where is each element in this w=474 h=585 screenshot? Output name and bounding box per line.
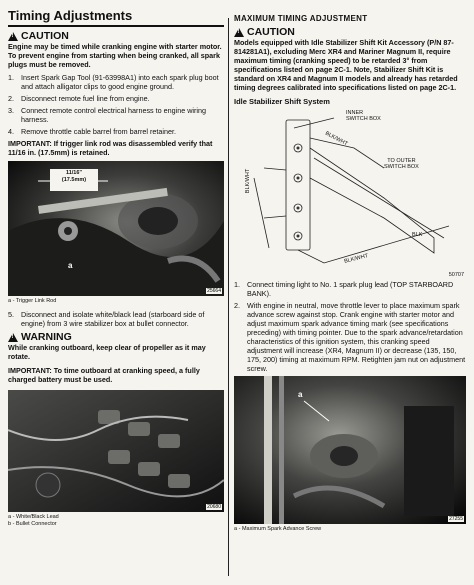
warning-triangle-icon [8, 333, 18, 342]
callout-label: a [68, 261, 73, 270]
figure-caption: a - Trigger Link Rod [8, 298, 57, 304]
diagram-heading: Idle Stabilizer Shift System [234, 97, 330, 106]
warning-triangle-icon [8, 32, 18, 41]
outer-switch-box-label: TO OUTER SWITCH BOX [384, 158, 419, 170]
figure-caption-b: b - Bullet Connector [8, 521, 57, 527]
list-item: 5. Disconnect and isolate white/black lead (starboard side of engine) from 3 wire stabilizer box at bullet connector. [8, 310, 205, 328]
caution-heading: ! CAUTION [8, 30, 224, 42]
right-column [234, 0, 466, 533]
wire-label-blkwht: BLK/WHT [324, 130, 349, 148]
warning-text: While cranking outboard, keep clear of propeller as it may rotate. [8, 343, 206, 361]
advance-screw-photo [234, 376, 466, 524]
figure-number: 20680 [207, 504, 221, 510]
column-divider [228, 18, 229, 576]
inner-switch-box-label: INNER SWITCH BOX [346, 110, 381, 122]
important-note-2: IMPORTANT: To time outboard at cranking speed, a fully charged battery must be used. [8, 366, 200, 384]
callout-label: a [298, 390, 303, 399]
advance-screw-photo-art [234, 376, 466, 524]
shift-system-diagram-art [234, 108, 466, 276]
figure-caption-a: a - White/Black Lead [8, 514, 59, 520]
steps-list [8, 73, 224, 136]
list-item: 3. Connect remote control electrical harness to engine wiring harness. [8, 106, 206, 124]
left-column [8, 0, 224, 528]
important-note: IMPORTANT: If trigger link rod was disassembled verify that 11/16 in. (17.5mm) is retained. [8, 139, 213, 157]
figure-number: 50707 [448, 272, 464, 278]
wire-label-blk: BLK [412, 232, 423, 238]
caution-text: Models equipped with Idle Stabilizer Shift Kit Accessory (P/N 87-814281A1), excluding Merc XR4 and Mariner Magnum II, require maximum timing (cranking speed) to be retarded 3° from specifications listed on page 2C-1. Note, Stabilizer Shift Kit is standard on XR4 and Magnum II models and already has retarded timing degrees calibrated into specifications listed on page 2C-1. [234, 38, 458, 92]
trigger-link-photo [8, 161, 224, 296]
figure-number: 27255 [449, 516, 463, 522]
wire-label-blkwht-bottom: BLK/WHT [343, 253, 369, 265]
list-item: 1. Insert Spark Gap Tool (91-63998A1) into each spark plug boot and attach alligator clips to good engine ground. [8, 73, 219, 91]
steps-list-2 [8, 310, 224, 328]
title-rule [8, 25, 224, 27]
shift-system-diagram [234, 108, 466, 276]
caution-text: Engine may be timed while cranking engine with starter motor. To prevent engine from starting when being cranked, all spark plugs must be removed. [8, 42, 222, 69]
list-item: 4. Remove throttle cable barrel from barrel retainer. [8, 127, 176, 136]
measure-label: 11/16" (17.5mm) [61, 170, 87, 183]
section-title: Timing Adjustments [8, 8, 133, 23]
trigger-link-photo-art [8, 161, 224, 296]
section-title: MAXIMUM TIMING ADJUSTMENT [234, 14, 368, 23]
lead-photo [8, 390, 224, 512]
list-item: 2. With engine in neutral, move throttle lever to place maximum spark advance screw against stop. Crank engine with starter motor and adjust maximum spark advance timing mark (see specifications preceding) with timing pointer. Due to the spark advance/retardation characteristics of this ignition system, this cranking speed adjustment will increase (XR4, Magnum II) or decrease (135, 150, 175, 200) timing at maximum RPM. Retighten jam nut on adjustment screw. [234, 301, 466, 373]
list-item: 1. Connect timing light to No. 1 spark plug lead (TOP STARBOARD BANK). [234, 280, 454, 298]
figure-number: 25664 [207, 288, 221, 294]
list-item: 2. Disconnect remote fuel line from engine. [8, 94, 150, 103]
warning-triangle-icon [234, 28, 244, 37]
wire-label-blkwht-vertical: BLK/WHT [245, 168, 252, 194]
figure-caption: a - Maximum Spark Advance Screw [234, 526, 322, 532]
warning-heading: ! WARNING [8, 331, 224, 343]
lead-photo-art [8, 390, 224, 512]
caution-heading: ! CAUTION [234, 26, 466, 38]
steps-list [234, 280, 466, 373]
